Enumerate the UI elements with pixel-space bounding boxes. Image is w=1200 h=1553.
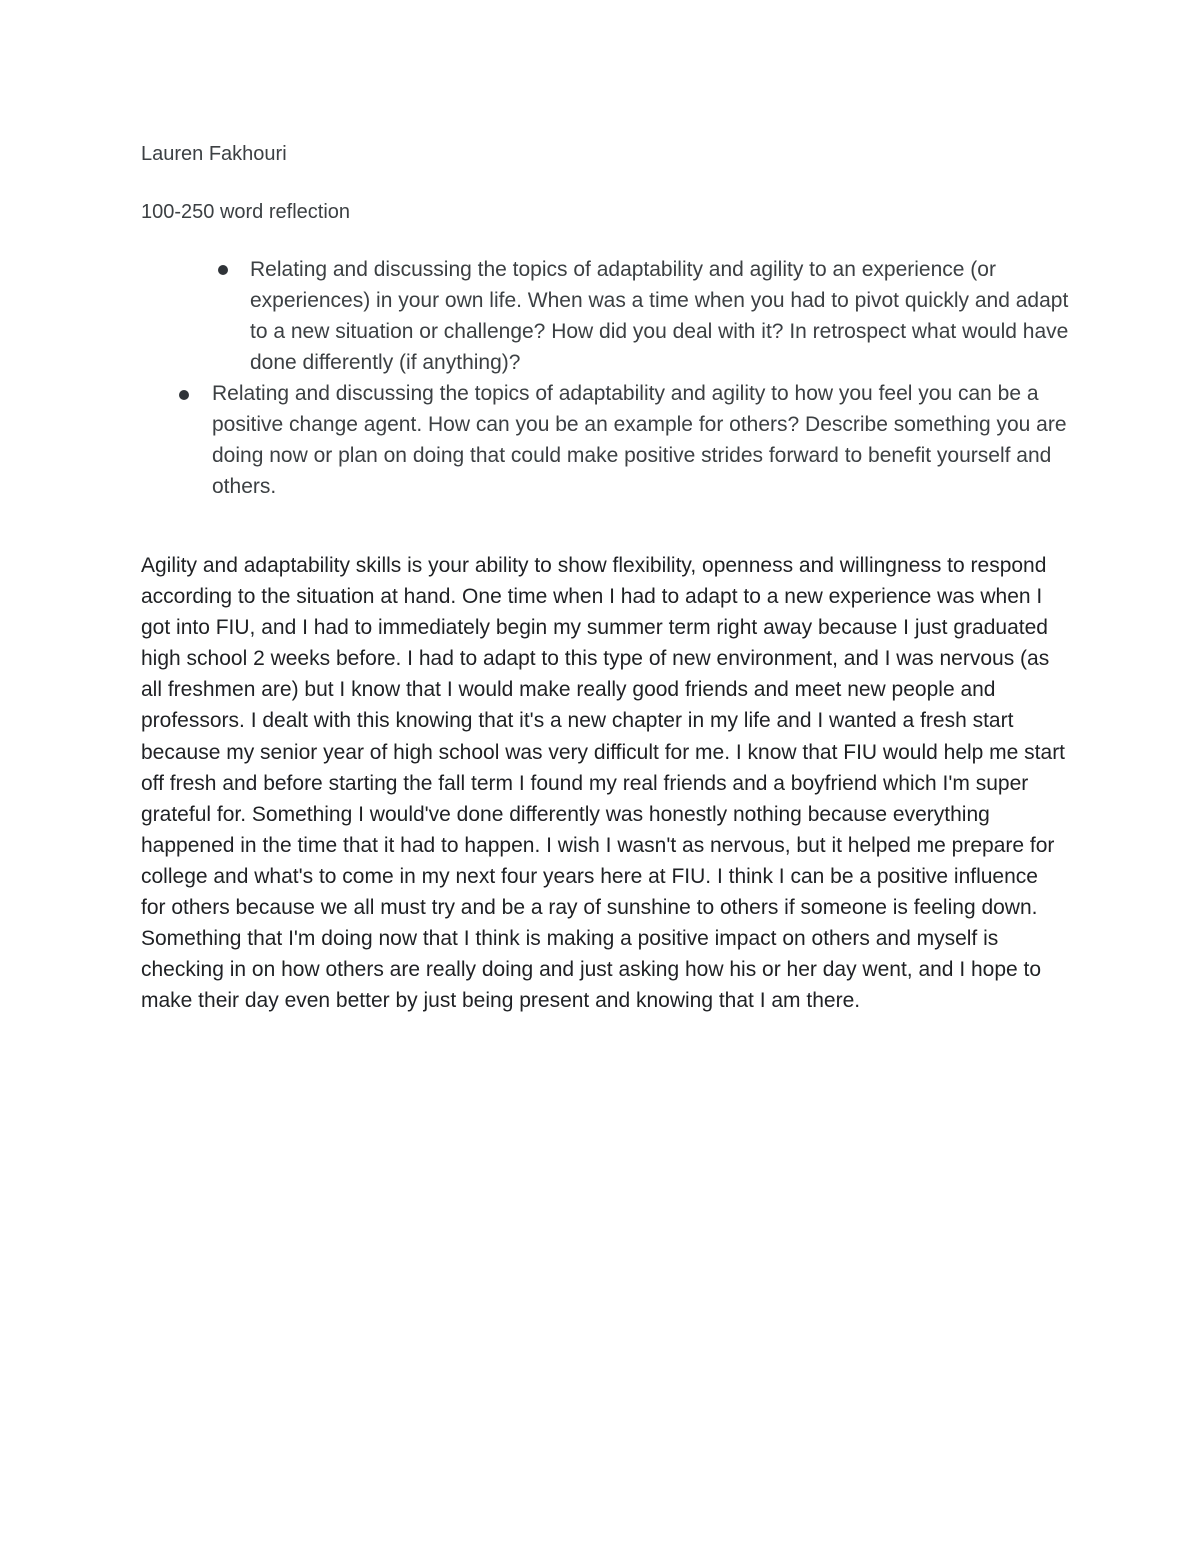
prompt-item: Relating and discussing the topics of adaptability and agility to how you feel you can be a positive change agent. How can you be an example for others? Describe something you are doing now or plan on doing that could make positive strides forward to benefit yourself and others. <box>212 382 1067 498</box>
author-name: Lauren Fakhouri <box>141 143 287 165</box>
assignment-title: 100-250 word reflection <box>141 201 351 223</box>
bullet-icon <box>179 390 189 400</box>
essay-body: Agility and adaptability skills is your ability to show flexibility, openness and willingness to respond according to the situation at hand. One time when I had to adapt to a new experience was when I got into FIU, and I had to immediately begin my summer term right away because I just graduated high school 2 weeks before. I had to adapt to this type of new environment, and I was nervous (as all freshmen are) but I know that I would make really good friends and meet new people and professors. I dealt with this knowing that it's a new chapter in my life and I wanted a fresh start because my senior year of high school was very difficult for me. I know that FIU would help me start off fresh and before starting the fall term I found my real friends and a boyfriend which I'm super grateful for. Something I would've done differently was honestly nothing because everything happened in the time that it had to happen. I wish I wasn't as nervous, but it helped me prepare for college and what's to come in my next four years here at FIU. I think I can be a positive influence for others because we all must try and be a ray of sunshine to others if someone is feeling down. Something that I'm doing now that I think is making a positive impact on others and myself is checking in on how others are really doing and just asking how his or her day went, and I hope to make their day even better by just being present and knowing that I am there. <box>141 554 1066 1013</box>
prompt-item: Relating and discussing the topics of adaptability and agility to an experience (or experiences) in your own life. When was a time when you had to pivot quickly and adapt to a new situation or challenge? How did you deal with it? In retrospect what would have done differently (if anything)? <box>250 258 1069 374</box>
bullet-icon <box>218 265 228 275</box>
